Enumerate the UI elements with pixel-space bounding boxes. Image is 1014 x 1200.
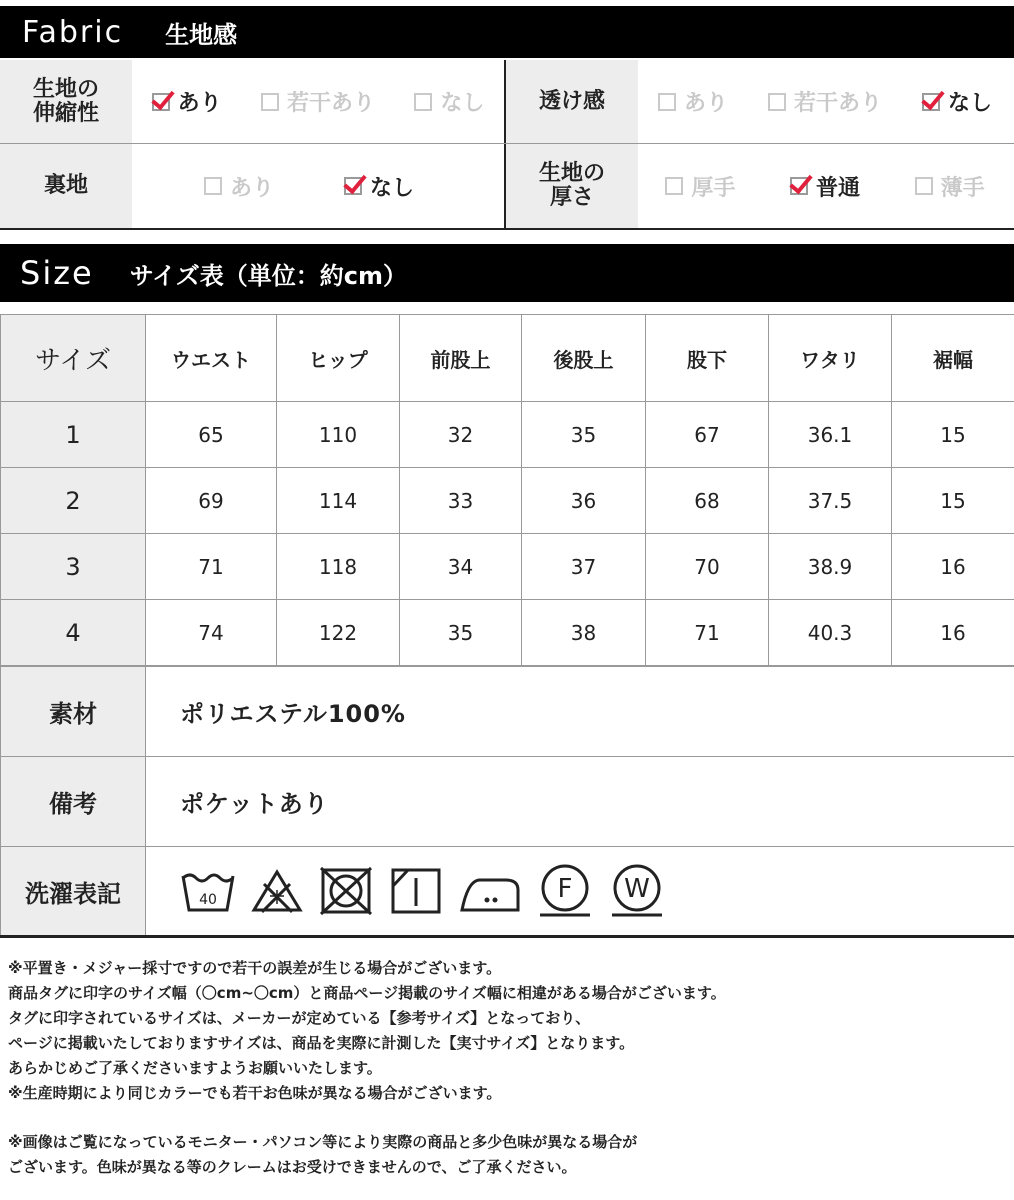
dry-clean-letter: F bbox=[557, 874, 573, 904]
option-label: 薄手 bbox=[940, 175, 985, 201]
option-label: 普通 bbox=[815, 175, 860, 201]
fabric-label-sheer: 透け感 bbox=[506, 60, 638, 143]
table-cell: 122 bbox=[277, 600, 400, 666]
size-cell: 2 bbox=[1, 468, 146, 534]
col-header-back-rise: 後股上 bbox=[522, 315, 646, 402]
fabric-options-sheer bbox=[638, 60, 1012, 143]
size-cell: 4 bbox=[1, 600, 146, 666]
wet-clean-w-icon bbox=[608, 864, 666, 918]
material-value: ポリエステル100% bbox=[146, 667, 1014, 757]
table-cell: 67 bbox=[646, 402, 769, 468]
table-cell: 16 bbox=[892, 600, 1014, 666]
fabric-title: Fabric bbox=[22, 14, 124, 50]
table-row bbox=[1, 468, 1014, 534]
note-line: ※生産時期により同じカラーでも若干お色味が異なる場合がございます。 bbox=[8, 1084, 502, 1102]
option-normal bbox=[790, 171, 860, 202]
fabric-subtitle: 生地感 bbox=[165, 20, 238, 49]
checkbox-checked-icon bbox=[344, 177, 362, 195]
table-cell: 38.9 bbox=[769, 534, 892, 600]
checkbox-checked-icon bbox=[922, 93, 940, 111]
wash-40-icon bbox=[180, 866, 236, 916]
option-lining-no bbox=[344, 171, 414, 202]
size-title: Size bbox=[20, 254, 94, 292]
option-stretch-no bbox=[414, 86, 484, 117]
table-cell: 34 bbox=[400, 534, 522, 600]
no-bleach-icon bbox=[250, 866, 304, 916]
note-line: ※画像はご覧になっているモニター・パソコン等により実際の商品と多少色味が異なる場合が bbox=[8, 1133, 638, 1151]
fabric-table bbox=[0, 60, 1014, 230]
col-header-hem: 裾幅 bbox=[892, 315, 1014, 402]
option-label: なし bbox=[369, 175, 414, 201]
size-subtitle: サイズ表（単位：約cm） bbox=[129, 261, 408, 290]
note-line: 商品タグに印字のサイズ幅（〇cm~〇cm）と商品ページ掲載のサイズ幅に相違がある場合がございます。 bbox=[8, 984, 726, 1002]
fabric-options-lining bbox=[132, 144, 506, 228]
note-line: タグに印字されているサイズは、メーカーが定めている【参考サイズ】となっており、 bbox=[8, 1009, 591, 1027]
option-thick bbox=[665, 171, 735, 202]
option-label: 若干あり bbox=[286, 91, 375, 116]
option-label: なし bbox=[947, 91, 992, 116]
table-cell: 69 bbox=[146, 468, 277, 534]
size-cell: 1 bbox=[1, 402, 146, 468]
table-cell: 114 bbox=[277, 468, 400, 534]
fabric-label-lining: 裏地 bbox=[0, 144, 132, 228]
fabric-row bbox=[0, 60, 1014, 144]
table-cell: 35 bbox=[522, 402, 646, 468]
table-cell: 40.3 bbox=[769, 600, 892, 666]
line-dry-icon bbox=[388, 866, 444, 916]
notes bbox=[8, 956, 1008, 1180]
care-icons bbox=[180, 864, 1014, 918]
option-label: あり bbox=[229, 175, 274, 201]
table-cell: 71 bbox=[146, 534, 277, 600]
note-line: あらかじめご了承くださいますようお願いいたします。 bbox=[8, 1059, 382, 1077]
option-label: 厚手 bbox=[691, 175, 736, 201]
checkbox-checked-icon bbox=[152, 93, 170, 111]
col-header-thigh: ワタリ bbox=[769, 315, 892, 402]
table-cell: 16 bbox=[892, 534, 1014, 600]
option-label: なし bbox=[440, 91, 485, 116]
care-label: 洗濯表記 bbox=[1, 847, 146, 937]
remarks-value: ポケットあり bbox=[146, 757, 1014, 847]
checkbox-icon bbox=[915, 177, 933, 195]
table-cell: 71 bbox=[646, 600, 769, 666]
option-label: あり bbox=[177, 91, 222, 116]
option-sheer-yes bbox=[658, 86, 728, 117]
table-row bbox=[1, 534, 1014, 600]
checkbox-checked-icon bbox=[790, 177, 808, 195]
table-row bbox=[1, 402, 1014, 468]
col-header-waist: ウエスト bbox=[146, 315, 277, 402]
material-row bbox=[1, 667, 1014, 757]
care-row bbox=[1, 847, 1014, 937]
iron-low-icon bbox=[458, 866, 522, 916]
no-tumble-dry-icon bbox=[318, 866, 374, 916]
table-cell: 36 bbox=[522, 468, 646, 534]
fabric-header-bar bbox=[0, 6, 1014, 58]
checkbox-icon bbox=[204, 177, 222, 195]
table-cell: 38 bbox=[522, 600, 646, 666]
note-line: ページに掲載いたしておりますサイズは、商品を実際に計測した【実寸サイズ】となります。 bbox=[8, 1034, 635, 1052]
size-header-row bbox=[1, 315, 1014, 402]
table-cell: 65 bbox=[146, 402, 277, 468]
option-sheer-slight bbox=[768, 86, 882, 117]
size-cell: 3 bbox=[1, 534, 146, 600]
note-line: ※平置き・メジャー採寸ですので若干の誤差が生じる場合がございます。 bbox=[8, 959, 502, 977]
table-cell: 32 bbox=[400, 402, 522, 468]
table-cell: 35 bbox=[400, 600, 522, 666]
care-icons-cell bbox=[146, 847, 1014, 937]
note-line: ございます。色味が異なる等のクレームはお受けできませんので、ご了承ください。 bbox=[8, 1158, 577, 1176]
size-table bbox=[0, 314, 1014, 666]
col-header-size: サイズ bbox=[1, 315, 146, 402]
fabric-label-thickness: 生地の 厚さ bbox=[506, 144, 638, 228]
info-table bbox=[0, 666, 1014, 938]
checkbox-icon bbox=[768, 93, 786, 111]
table-cell: 36.1 bbox=[769, 402, 892, 468]
table-cell: 110 bbox=[277, 402, 400, 468]
option-lining-yes bbox=[204, 171, 274, 202]
option-label: 若干あり bbox=[793, 91, 882, 116]
fabric-label-stretch: 生地の 伸縮性 bbox=[0, 60, 132, 143]
size-header-bar bbox=[0, 244, 1014, 302]
option-stretch-yes bbox=[152, 86, 222, 117]
fabric-options-thickness bbox=[638, 144, 1012, 228]
option-label: あり bbox=[683, 91, 728, 116]
table-cell: 74 bbox=[146, 600, 277, 666]
table-cell: 37 bbox=[522, 534, 646, 600]
table-cell: 118 bbox=[277, 534, 400, 600]
checkbox-icon bbox=[261, 93, 279, 111]
wash-temp-label: 40 bbox=[199, 892, 217, 908]
col-header-inseam: 股下 bbox=[646, 315, 769, 402]
checkbox-icon bbox=[414, 93, 432, 111]
remarks-row bbox=[1, 757, 1014, 847]
option-thin bbox=[915, 171, 985, 202]
col-header-hip: ヒップ bbox=[277, 315, 400, 402]
checkbox-icon bbox=[665, 177, 683, 195]
option-stretch-slight bbox=[261, 86, 375, 117]
material-label: 素材 bbox=[1, 667, 146, 757]
table-cell: 70 bbox=[646, 534, 769, 600]
fabric-options-stretch bbox=[132, 60, 506, 143]
table-cell: 15 bbox=[892, 468, 1014, 534]
fabric-row bbox=[0, 144, 1014, 228]
table-cell: 68 bbox=[646, 468, 769, 534]
table-cell: 33 bbox=[400, 468, 522, 534]
checkbox-icon bbox=[658, 93, 676, 111]
table-cell: 37.5 bbox=[769, 468, 892, 534]
wet-clean-letter: W bbox=[624, 874, 650, 904]
dry-clean-f-icon bbox=[536, 864, 594, 918]
remarks-label: 備考 bbox=[1, 757, 146, 847]
col-header-front-rise: 前股上 bbox=[400, 315, 522, 402]
notes-spacer bbox=[8, 1106, 1008, 1130]
option-sheer-no bbox=[922, 86, 992, 117]
table-cell: 15 bbox=[892, 402, 1014, 468]
table-row bbox=[1, 600, 1014, 666]
